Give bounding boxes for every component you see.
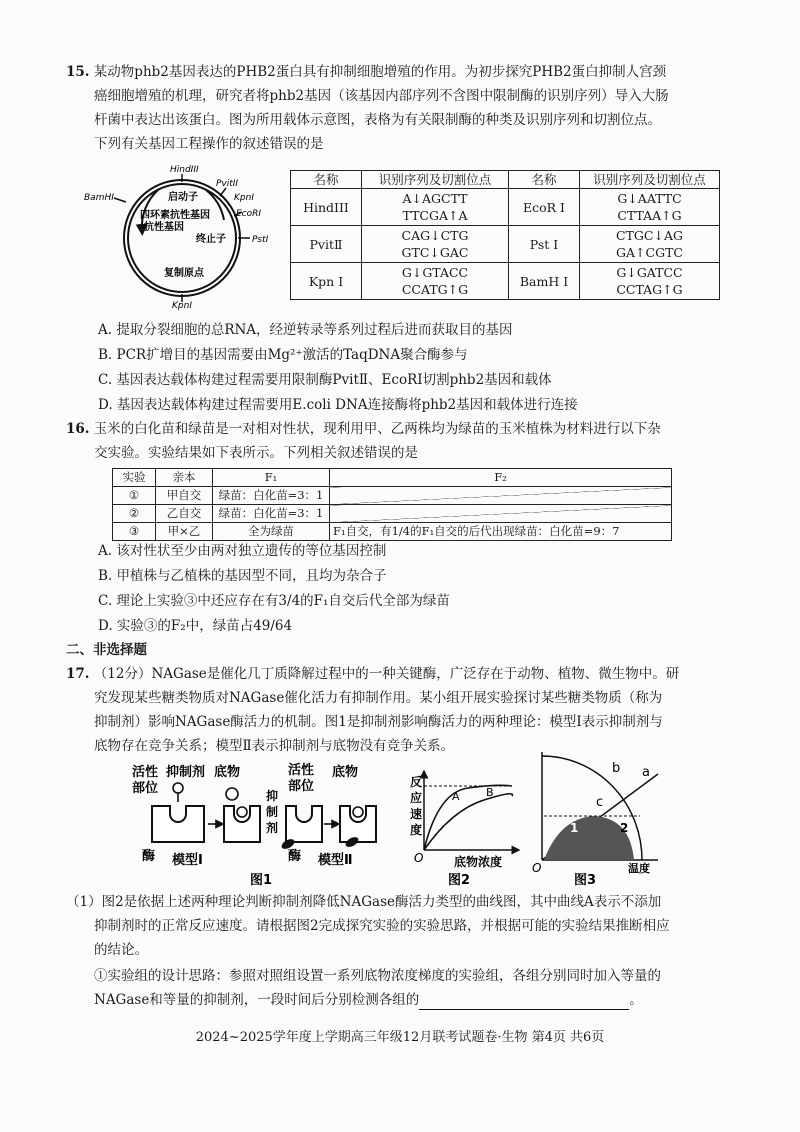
parent: 甲×乙 bbox=[156, 523, 213, 541]
fig2-curve-b-label: B bbox=[486, 786, 494, 799]
q15-line-4: 下列有关基因工程操作的叙述错误的是 bbox=[94, 136, 324, 152]
q17-sub1-line-2: 抑制剂时的正常反应速度。请根据图2完成探究实验的实验思路，并根据可能的实验结果推断相应 bbox=[94, 918, 670, 934]
fig1-label-inh-2: 制 bbox=[266, 805, 279, 819]
page-footer: 2024~2025学年度上学期高三年级12月联考试题卷·生物 第4页 共6页 bbox=[195, 1030, 605, 1045]
fig3-origin: O bbox=[532, 861, 542, 875]
q17-sub1-line-1: （1）图2是依据上述两种理论判断抑制剂降低NAGase酶活力类型的曲线图，其中曲线A表示不添加 bbox=[66, 894, 662, 910]
figure-3-caption: 图3 bbox=[574, 873, 597, 888]
q16-text-1: 玉米的白化苗和绿苗是一对相对性状，现利用甲、乙两株均为绿苗的玉米植株为材料进行以下杂 bbox=[93, 421, 661, 437]
fig1-label-active-2: 部位 bbox=[132, 781, 159, 796]
figure-2 bbox=[404, 770, 524, 888]
fig1-label-active2-1: 活性 bbox=[288, 763, 315, 778]
q17-line-1 bbox=[66, 664, 679, 684]
table-row bbox=[113, 487, 672, 505]
fig2-xlabel: 底物浓度 bbox=[454, 855, 503, 869]
q17-line-3: 抑制剂）影响NAGase酶活力的机制。图1是抑制剂影响酶活力的两种理论：模型Ⅰ表示抑制剂与 bbox=[94, 714, 663, 730]
header-f1: F₁ bbox=[213, 469, 330, 487]
label-pvitii: PvitII bbox=[216, 179, 239, 189]
cross-table bbox=[112, 468, 672, 541]
q17-line-2: 究发现某些糖类物质对NAGase催化活力有抑制作用。某小组开展实验探讨某些糖类物质（称为 bbox=[94, 690, 663, 706]
exp-number: ① bbox=[113, 487, 156, 505]
q17-design-line-1: ①实验组的设计思路：参照对照组设置一系列底物浓度梯度的实验组，各组分别同时加入等量的 bbox=[94, 968, 661, 984]
header-name-2: 名称 bbox=[509, 171, 580, 189]
q17-number: 17. bbox=[66, 666, 90, 682]
table-row bbox=[291, 263, 720, 300]
figure-1-caption: 图1 bbox=[250, 873, 273, 888]
enzyme-seq: G↓GTACC CCATG↑G bbox=[362, 263, 509, 300]
enzyme-name: Kpn I bbox=[291, 263, 362, 300]
q15-option-a: A. 提取分裂细胞的总RNA，经逆转录等系列过程后进而获取目的基因 bbox=[98, 322, 513, 338]
f1-result: 全为绿苗 bbox=[213, 523, 330, 541]
fig2-origin: O bbox=[414, 851, 424, 865]
fig1-label-substrate: 底物 bbox=[214, 765, 241, 780]
q15-option-c: C. 基因表达载体构建过程需要用限制酶PvitⅡ、EcoRⅠ切割phb2基因和载体 bbox=[98, 372, 552, 388]
q16-option-a: A. 该对性状至少由两对独立遗传的等位基因控制 bbox=[98, 543, 387, 559]
enzyme-name: Pst Ⅰ bbox=[509, 226, 580, 263]
header-seq-2: 识别序列及切割位点 bbox=[580, 171, 720, 189]
fig3-label-b: b bbox=[612, 761, 621, 776]
plasmid-diagram bbox=[84, 160, 284, 310]
fig1-label-enzyme: 酶 bbox=[142, 849, 156, 864]
parent: 甲自交 bbox=[156, 487, 213, 505]
label-marker-2: 抗性基因 bbox=[144, 222, 184, 233]
label-bamhi: BamHI bbox=[84, 193, 114, 203]
fig3-label-a: a bbox=[642, 765, 650, 780]
q15-number: 15. bbox=[66, 64, 90, 80]
f1-result: 绿苗：白化苗=3：1 bbox=[213, 487, 330, 505]
enzyme-seq: CAG↓CTG GTC↓GAC bbox=[362, 226, 509, 263]
table-row bbox=[113, 505, 672, 523]
q16-number: 16. bbox=[66, 421, 90, 437]
figure-3 bbox=[530, 748, 670, 888]
fig2-ylabel-4: 度 bbox=[410, 823, 423, 837]
fig1-label-inhibitor: 抑制剂 bbox=[166, 765, 206, 780]
q16-line-1 bbox=[66, 419, 661, 439]
q17-text-1: （12分）NAGase是催化几丁质降解过程中的一种关键酶，广泛存在于动物、植物、微生物中。研 bbox=[93, 666, 680, 682]
header-parent: 亲本 bbox=[156, 469, 213, 487]
q15-line-1 bbox=[66, 62, 666, 82]
q15-line-3: 杆菌中表达出该蛋白。图为所用载体示意图，表格为有关限制酶的种类及识别序列和切割位点。 bbox=[94, 112, 661, 128]
label-origin: 复制原点 bbox=[164, 268, 204, 279]
q17-sub1-line-3: 的结论。 bbox=[94, 942, 148, 958]
answer-blank[interactable] bbox=[419, 995, 629, 1010]
table-row bbox=[291, 226, 720, 263]
label-kpni-bottom: KpnI bbox=[172, 301, 192, 310]
fig2-ylabel-2: 应 bbox=[410, 791, 423, 805]
fig1-label-inh-1: 抑 bbox=[266, 789, 279, 803]
f2-result bbox=[330, 505, 672, 523]
header-name-1: 名称 bbox=[291, 171, 362, 189]
enzyme-seq: G↓GATCC CCTAG↑G bbox=[580, 263, 720, 300]
label-psti: PstI bbox=[252, 235, 269, 245]
enzyme-seq: CTGC↓AG GA↑CGTC bbox=[580, 226, 720, 263]
enzyme-seq: A↓AGCTT TTCGA↑A bbox=[362, 189, 509, 226]
exp-number: ② bbox=[113, 505, 156, 523]
q16-option-b: B. 甲植株与乙植株的基因型不同，且均为杂合子 bbox=[98, 568, 387, 584]
label-marker-1: 四环素抗性基因 bbox=[140, 210, 210, 221]
fig1-label-substrate2: 底物 bbox=[332, 765, 359, 780]
fig1-label-active2-2: 部位 bbox=[288, 779, 315, 794]
table-row bbox=[291, 189, 720, 226]
table-row bbox=[113, 523, 672, 541]
fig2-ylabel-3: 速 bbox=[410, 807, 423, 821]
f1-result: 绿苗：白化苗=3：1 bbox=[213, 505, 330, 523]
enzyme-name: EcoR I bbox=[509, 189, 580, 226]
f2-result: F₁自交，有1/4的F₁自交的后代出现绿苗：白化苗=9：7 bbox=[330, 523, 672, 541]
enzyme-seq: G↓AATTC CTTAA↑G bbox=[580, 189, 720, 226]
fig1-label-model-2: 模型Ⅱ bbox=[318, 853, 353, 868]
q17-design-text: NAGase和等量的抑制剂，一段时间后分别检测各组的 bbox=[94, 992, 420, 1008]
fig1-label-inh-3: 剂 bbox=[266, 821, 279, 835]
q15-option-b: B. PCR扩增目的基因需要由Mg²⁺激活的TaqDNA聚合酶参与 bbox=[98, 347, 468, 363]
section-title: 二、非选择题 bbox=[66, 642, 147, 658]
enzyme-name: PvitⅡ bbox=[291, 226, 362, 263]
q15-option-d: D. 基因表达载体构建过程需要用E.coli DNA连接酶将phb2基因和载体进行连接 bbox=[98, 397, 578, 413]
fig1-label-enzyme2: 酶 bbox=[288, 849, 302, 864]
label-promoter: 启动子 bbox=[168, 192, 198, 203]
header-seq-1: 识别序列及切割位点 bbox=[362, 171, 509, 189]
q15-line-2: 癌细胞增殖的机理，研究者将phb2基因（该基因内部序列不含图中限制酶的识别序列）导入大肠 bbox=[94, 88, 669, 104]
q17-period: 。 bbox=[629, 992, 643, 1008]
figure-1 bbox=[128, 760, 398, 890]
f2-result bbox=[330, 487, 672, 505]
cross-table-header bbox=[113, 469, 672, 487]
figure-2-caption: 图2 bbox=[448, 873, 471, 888]
enzyme-table bbox=[290, 170, 720, 300]
enzyme-name: BamH I bbox=[509, 263, 580, 300]
label-ecori: EcoRI bbox=[236, 209, 262, 219]
header-f2: F₂ bbox=[330, 469, 672, 487]
fig3-point-1: 1 bbox=[570, 821, 579, 835]
fig3-label-c: c bbox=[596, 795, 604, 810]
q17-line-4: 底物存在竞争关系；模型Ⅱ表示抑制剂与底物没有竞争关系。 bbox=[94, 738, 455, 754]
q16-line-2: 交实验。实验结果如下表所示。下列相关叙述错误的是 bbox=[94, 445, 418, 461]
enzyme-name: HindIII bbox=[291, 189, 362, 226]
parent: 乙自交 bbox=[156, 505, 213, 523]
fig1-label-model-1: 模型Ⅰ bbox=[172, 853, 203, 868]
fig2-curve-a-label: A bbox=[452, 790, 460, 803]
label-hindiii: HindIII bbox=[170, 165, 199, 175]
q16-option-d: D. 实验③的F₂中，绿苗占49/64 bbox=[98, 618, 293, 634]
enzyme-table-header bbox=[291, 171, 720, 189]
header-exp: 实验 bbox=[113, 469, 156, 487]
fig3-point-2: 2 bbox=[620, 821, 629, 835]
exp-number: ③ bbox=[113, 523, 156, 541]
fig1-label-active-1: 活性 bbox=[132, 765, 159, 780]
q15-text-1: 某动物phb2基因表达的PHB2蛋白具有抑制细胞增殖的作用。为初步探究PHB2蛋白抑制人宫颈 bbox=[93, 64, 667, 80]
q17-design-line-2 bbox=[94, 990, 643, 1010]
label-terminator: 终止子 bbox=[196, 234, 226, 245]
fig3-xlabel: 温度 bbox=[628, 862, 650, 875]
q16-option-c: C. 理论上实验③中还应存在有3/4的F₁自交后代全部为绿苗 bbox=[98, 593, 450, 609]
label-kpni-top: KpnI bbox=[234, 193, 254, 203]
fig2-ylabel-1: 反 bbox=[410, 775, 423, 789]
